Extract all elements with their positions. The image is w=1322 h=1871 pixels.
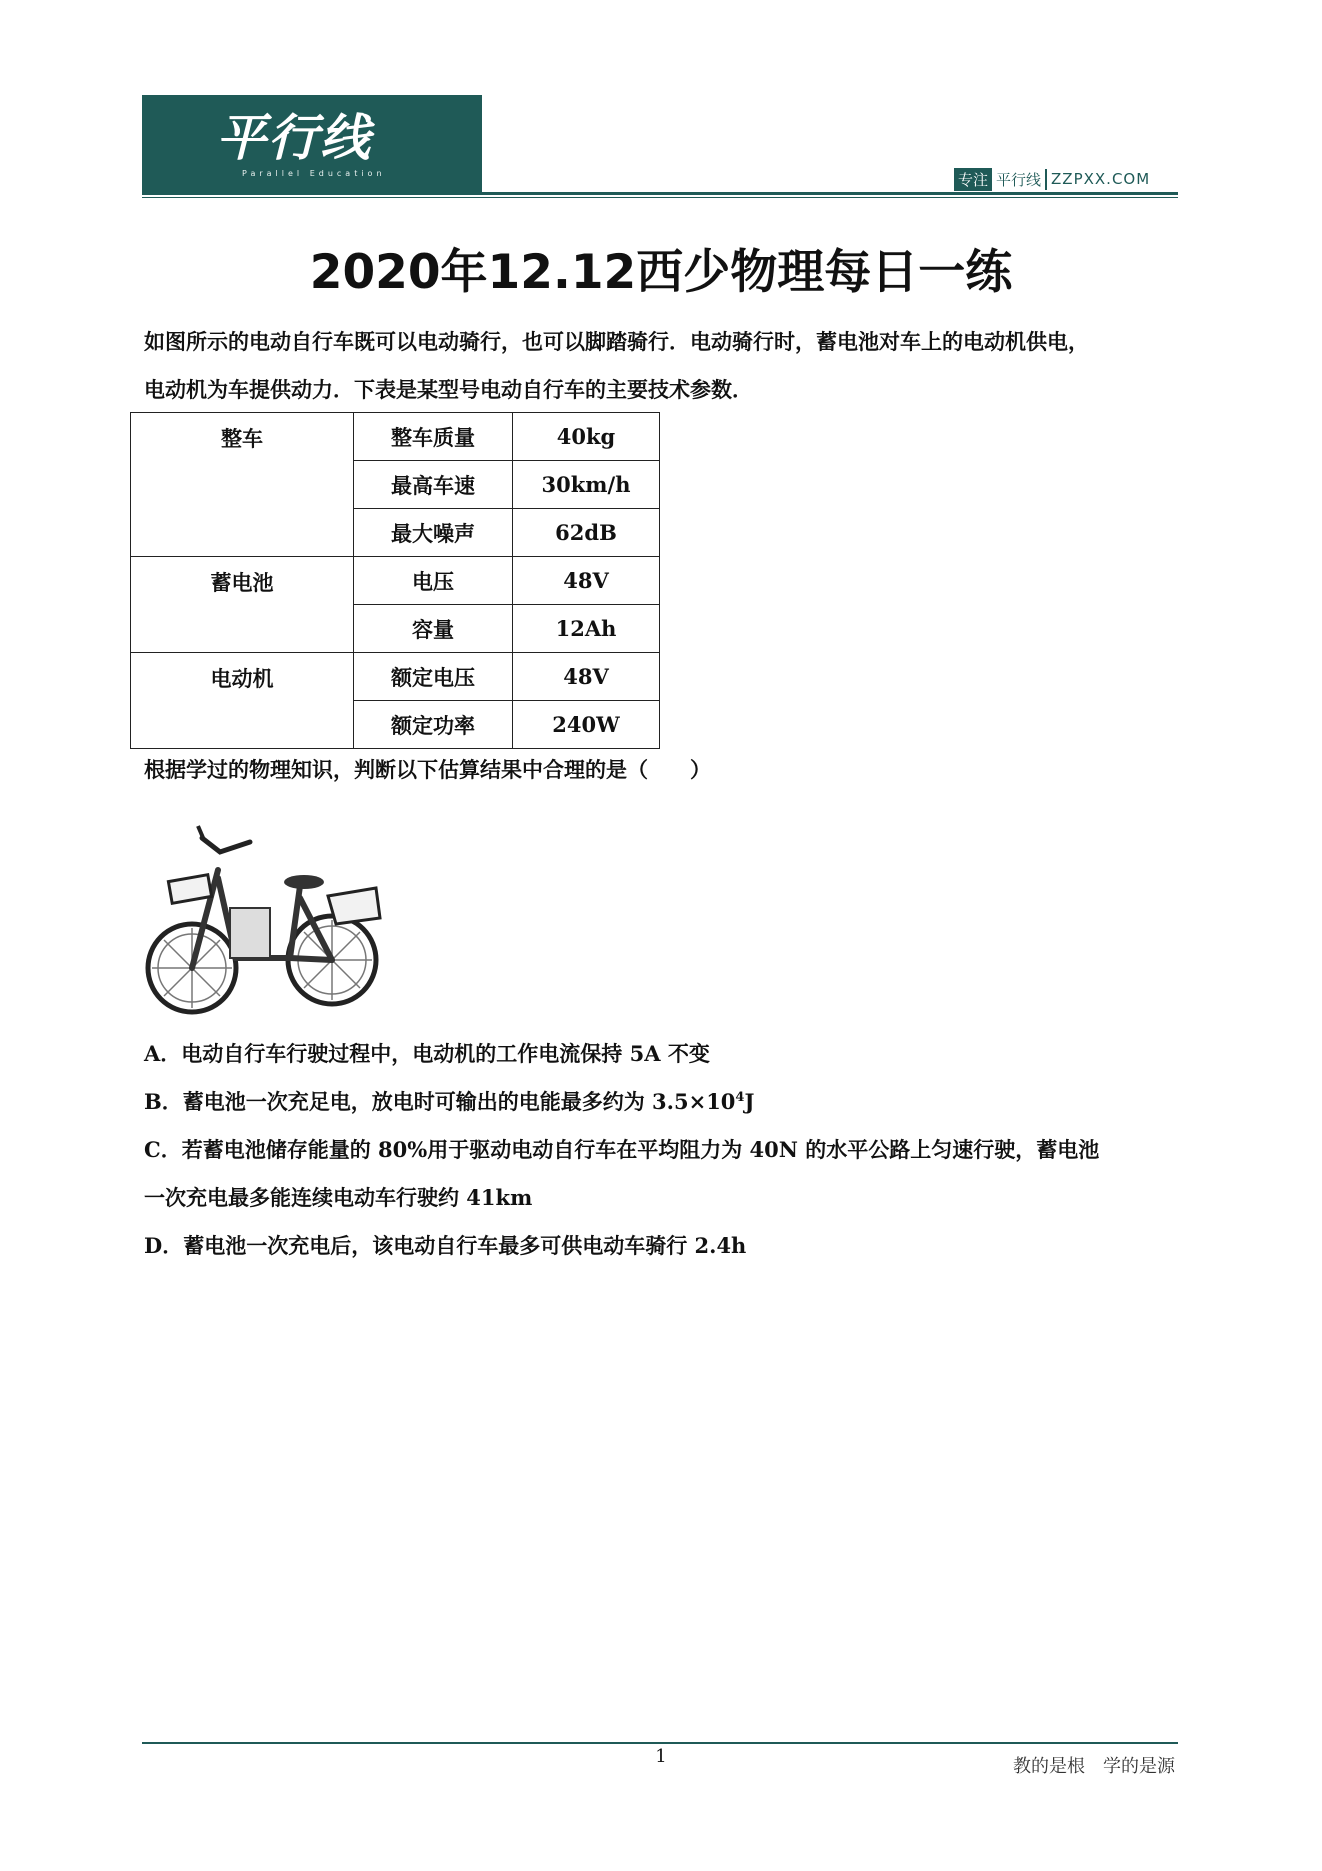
option-b-main: B．蓄电池一次充足电，放电时可输出的电能最多约为 3.5×10	[144, 1089, 736, 1114]
option-b-exponent: 4	[735, 1090, 745, 1105]
question-stem: 根据学过的物理知识，判断以下估算结果中合理的是（ ）	[144, 757, 711, 782]
option-c-line-1: C．若蓄电池储存能量的 80%用于驱动电动自行车在平均阻力为 40N 的水平公路上匀速行驶，蓄电池	[144, 1137, 1100, 1162]
group-motor: 电动机	[131, 653, 354, 749]
header-rule	[142, 192, 1178, 195]
item-value: 62dB	[513, 509, 660, 557]
item-value: 30km/h	[513, 461, 660, 509]
intro-line-1: 如图所示的电动自行车既可以电动骑行，也可以脚踏骑行．电动骑行时，蓄电池对车上的电动机供电，	[144, 329, 1089, 354]
intro-line-2: 电动机为车提供动力．下表是某型号电动自行车的主要技术参数．	[144, 377, 753, 402]
item-label: 最大噪声	[354, 509, 513, 557]
item-label: 额定功率	[354, 701, 513, 749]
item-value: 12Ah	[513, 605, 660, 653]
logo	[142, 95, 482, 193]
option-b-unit: J	[744, 1089, 755, 1114]
option-a: A．电动自行车行驶过程中，电动机的工作电流保持 5A 不变	[144, 1041, 710, 1066]
table-row	[131, 557, 660, 605]
brand-name: 平行线	[992, 169, 1047, 190]
footer-rule	[142, 1742, 1178, 1744]
table-row	[131, 653, 660, 701]
page-title: 2020年12.12西少物理每日一练	[309, 245, 1013, 300]
item-label: 电压	[354, 557, 513, 605]
item-label: 整车质量	[354, 413, 513, 461]
logo-subtitle: Parallel Education	[242, 169, 386, 178]
table-row	[131, 413, 660, 461]
group-battery: 蓄电池	[131, 557, 354, 653]
item-value: 240W	[513, 701, 660, 749]
brand-tag: 专注	[954, 168, 992, 191]
footer-slogan: 教的是根 学的是源	[1013, 1756, 1175, 1777]
item-label: 额定电压	[354, 653, 513, 701]
item-label: 最高车速	[354, 461, 513, 509]
page-number: 1	[655, 1746, 667, 1767]
spec-table	[130, 412, 660, 749]
group-vehicle: 整车	[131, 413, 354, 557]
option-d: D．蓄电池一次充电后，该电动自行车最多可供电动车骑行 2.4h	[144, 1233, 747, 1258]
brand-site: ZZPXX.COM	[1051, 170, 1151, 188]
brand-banner	[954, 168, 1150, 190]
option-c-line-2: 一次充电最多能连续电动车行驶约 41km	[144, 1185, 533, 1210]
header-rule-thin	[142, 197, 1178, 198]
item-value: 40kg	[513, 413, 660, 461]
item-value: 48V	[513, 653, 660, 701]
logo-text: 平行线	[216, 109, 372, 167]
option-b	[144, 1082, 1184, 1122]
item-value: 48V	[513, 557, 660, 605]
item-label: 容量	[354, 605, 513, 653]
electric-bike-image	[140, 808, 400, 1018]
